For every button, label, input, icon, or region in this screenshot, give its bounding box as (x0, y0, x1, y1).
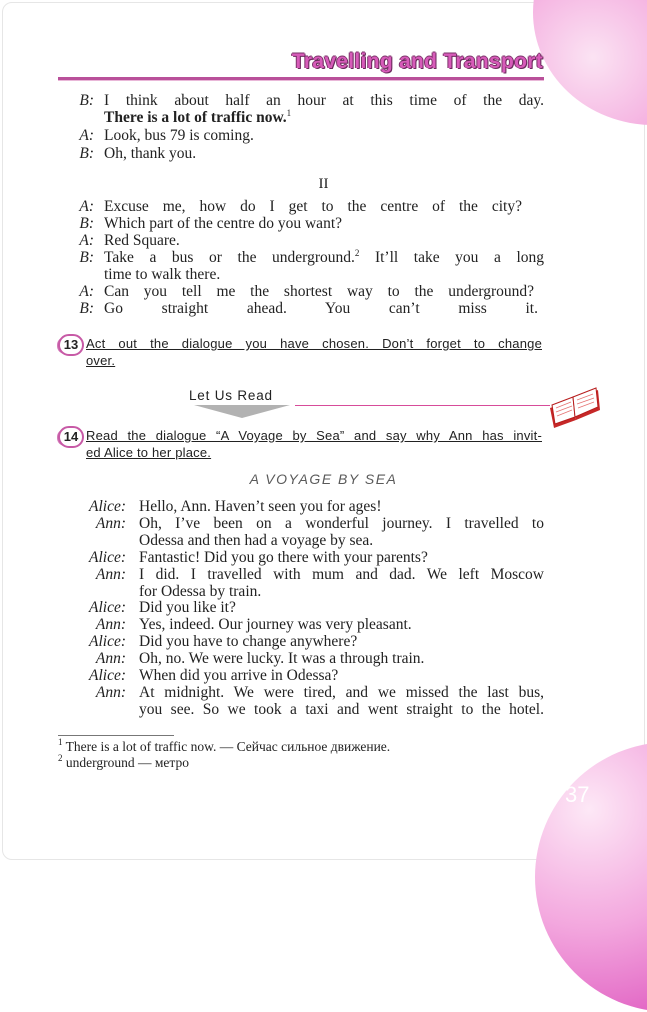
section-arrow (194, 405, 290, 418)
speaker-label: Ann: (95, 514, 126, 532)
exercise-13-instruction: Act out the dialogue you have chosen. Don’t forget to change over. (86, 336, 542, 368)
speech-text: Yes, indeed. Our journey was very pleasant. (139, 616, 412, 634)
speech-text: At midnight. We were tired, and we missed the last bus, (139, 683, 544, 701)
section-rule (295, 405, 550, 406)
part-number: II (318, 176, 329, 192)
speaker-label: Alice: (88, 599, 126, 617)
speaker-label: Alice: (88, 498, 126, 515)
speaker-label: Alice: (88, 667, 126, 684)
speech-text: for Odessa by train. (139, 582, 262, 600)
speaker-label: Ann: (95, 683, 126, 701)
page-title: Travelling and Transport (291, 50, 543, 73)
speaker-label: Ann: (95, 616, 126, 634)
section-label: Let Us Read (189, 388, 273, 403)
speech-text: I did. I travelled with mum and dad. We left Moscow (139, 565, 544, 583)
speech-text: you see. So we took a taxi and went straight to the hotel. (139, 700, 544, 718)
speaker-label: Ann: (95, 650, 126, 668)
speech-text: Odessa and then had a voyage by sea. (139, 531, 374, 549)
book-icon (546, 386, 602, 428)
speech-text: Oh, I’ve been on a wonderful journey. I travelled to (139, 514, 544, 532)
exercise-14-instruction: Read the dialogue “A Voyage by Sea” and say why Ann has invit- ed Alice to her place. (86, 428, 542, 460)
speaker-label: Alice: (88, 633, 126, 651)
exercise-13-badge: 13 (58, 334, 84, 356)
speech-text: When did you arrive in Odessa? (139, 667, 339, 684)
speech-text: Hello, Ann. Haven’t seen you for ages! (139, 498, 382, 515)
page-number: 37 (565, 782, 590, 807)
exercise-14-badge: 14 (58, 426, 84, 448)
speech-text: Did you have to change anywhere? (139, 633, 358, 651)
footnote-rule (58, 735, 174, 736)
speech-text: Fantastic! Did you go there with your parents? (139, 548, 428, 566)
speaker-label: Ann: (95, 565, 126, 583)
footnote-1: $^1$ There is a lot of traffic now. — Сейчас сильное движение. (58, 737, 391, 754)
speaker-label: Alice: (88, 548, 126, 566)
footnote-2: $^2$ underground — метро (58, 753, 189, 770)
text-title: A VOYAGE BY SEA (249, 471, 398, 487)
speech-text: Did you like it? (139, 599, 236, 617)
title-rule (58, 77, 544, 81)
speech-text: Oh, no. We were lucky. It was a through train. (139, 650, 425, 668)
